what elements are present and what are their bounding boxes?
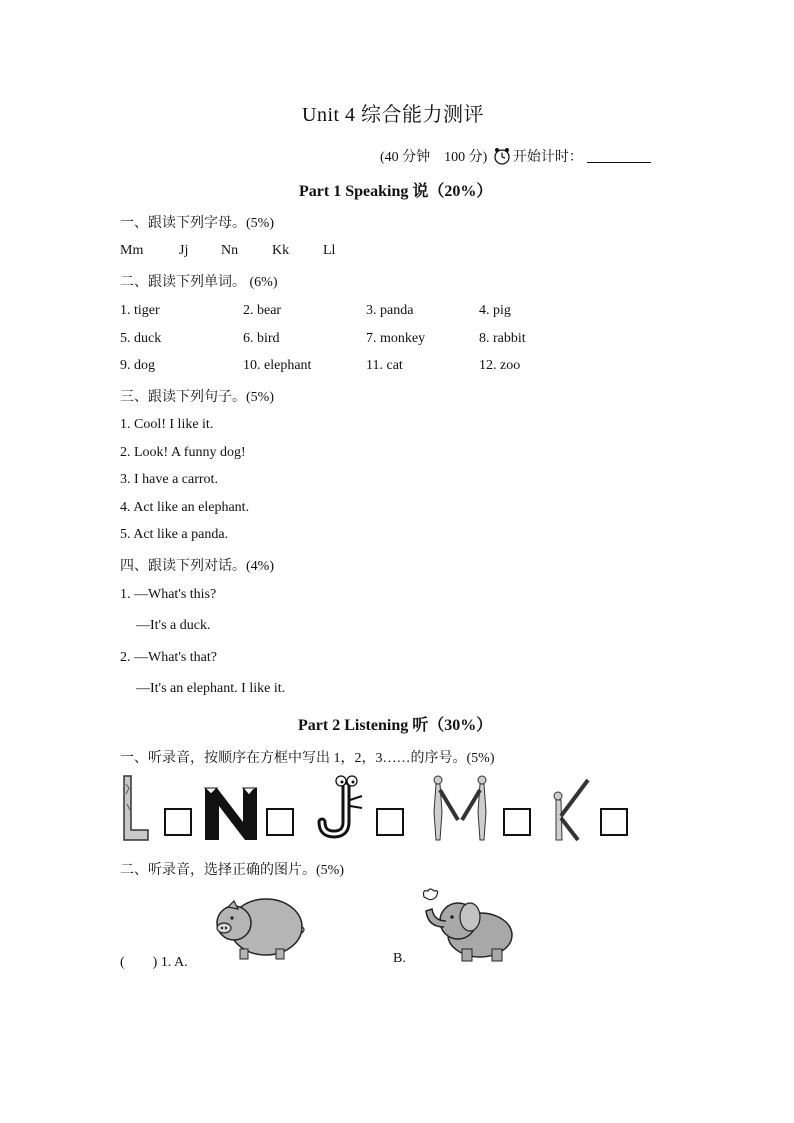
page-title: Unit 4 综合能力测评 — [302, 104, 485, 126]
time-score-info — [380, 146, 651, 166]
letter-n-picture — [203, 784, 259, 842]
word-item: 3. panda — [366, 303, 414, 318]
letter-item: Ll — [323, 243, 336, 258]
letter-item: Kk — [272, 243, 290, 258]
word-item: 9. dog — [120, 358, 155, 373]
letter-item: Jj — [179, 243, 189, 258]
p2-section2-title: 二、听录音，选择正确的图片。(5%) — [120, 863, 344, 878]
word-item: 1. tiger — [120, 303, 160, 318]
dialogue-line: 2. —What's that? — [120, 650, 217, 665]
dialogue-line: 1. —What's this? — [120, 587, 217, 602]
time-score-text: (40 分钟 100 分) — [380, 150, 488, 165]
dialogue-line: —It's a duck. — [136, 618, 211, 633]
word-item: 10. elephant — [243, 358, 312, 373]
word-item: 11. cat — [366, 358, 403, 373]
part1-heading: Part 1 Speaking 说（20%） — [299, 183, 493, 200]
letter-k-picture — [548, 774, 594, 842]
letter-l-picture — [120, 774, 150, 842]
sentence-item: 4. Act like an elephant. — [120, 500, 250, 515]
answer-box-1[interactable] — [164, 808, 192, 836]
word-item: 2. bear — [243, 303, 282, 318]
letter-item: Mm — [120, 243, 144, 258]
sentence-item: 1. Cool! I like it. — [120, 417, 214, 432]
part2-heading: Part 2 Listening 听（30%） — [298, 717, 493, 734]
letter-j-picture — [314, 774, 370, 842]
dialogue-line: —It's an elephant. I like it. — [136, 681, 286, 696]
p1-section3-title: 三、跟读下列句子。(5%) — [120, 390, 274, 405]
word-item: 12. zoo — [479, 358, 521, 373]
answer-box-3[interactable] — [376, 808, 404, 836]
sentence-item: 5. Act like a panda. — [120, 527, 229, 542]
elephant-illustration[interactable] — [418, 887, 516, 965]
word-item: 7. monkey — [366, 331, 426, 346]
letter-item: Nn — [221, 243, 239, 258]
start-timer-label: 开始计时： — [512, 150, 583, 165]
word-item: 6. bird — [243, 331, 280, 346]
p2-section1-title: 一、听录音，按顺序在方框中写出 1，2，3……的序号。(5%) — [120, 751, 495, 766]
letter-m-picture — [428, 774, 494, 842]
word-item: 4. pig — [479, 303, 511, 318]
word-item: 8. rabbit — [479, 331, 526, 346]
answer-box-5[interactable] — [600, 808, 628, 836]
word-item: 5. duck — [120, 331, 162, 346]
answer-box-2[interactable] — [266, 808, 294, 836]
p1-section4-title: 四、跟读下列对话。(4%) — [120, 559, 274, 574]
p1-section2-title: 二、跟读下列单词。 (6%) — [120, 275, 278, 290]
question-1-prefix: ( ) 1. A. — [120, 955, 188, 970]
sentence-item: 3. I have a carrot. — [120, 472, 218, 487]
answer-box-4[interactable] — [503, 808, 531, 836]
p1-section1-title: 一、跟读下列字母。(5%) — [120, 216, 274, 231]
sentence-item: 2. Look! A funny dog! — [120, 445, 246, 460]
start-time-blank[interactable] — [587, 148, 651, 163]
question-1-option-b: B. — [393, 951, 406, 966]
alarm-clock-icon — [493, 147, 511, 165]
pig-illustration[interactable] — [210, 893, 306, 963]
